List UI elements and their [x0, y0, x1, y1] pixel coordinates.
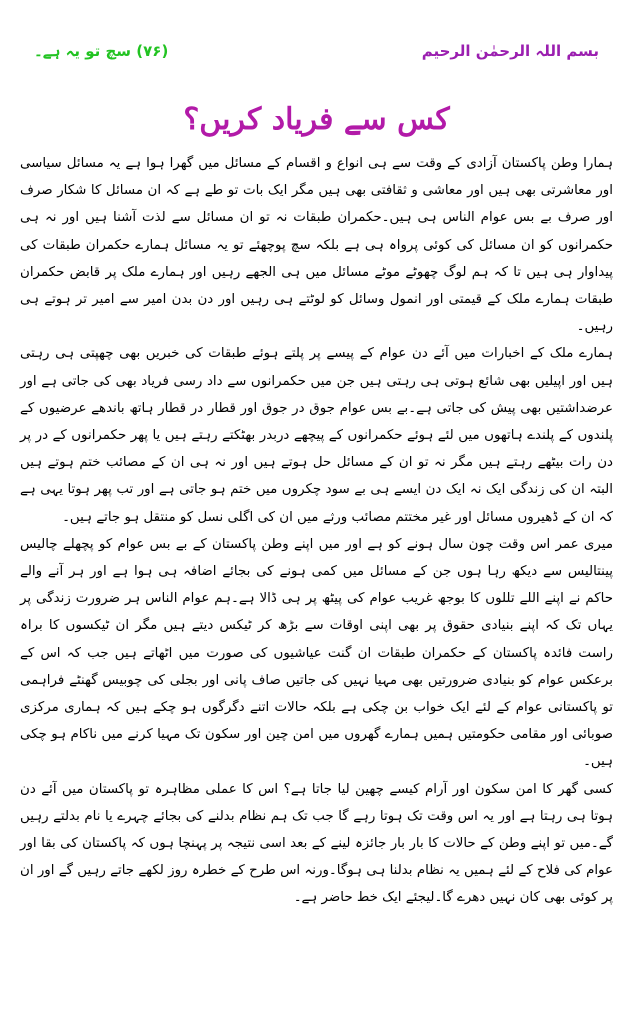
- page-header: [34, 34, 599, 68]
- bismillah: بسم اللہ الرحمٰن الرحیم: [421, 42, 599, 60]
- article-title: کس سے فریاد کریں؟: [183, 102, 450, 137]
- page-reference: (۷۶) سچ تو یہ ہے۔: [34, 42, 169, 60]
- paragraph: ہمارا وطن پاکستان آزادی کے وقت سے ہی انواع و اقسام کے مسائل میں گھرا ہوا ہے یہ مسائل سیاسی اور معاشرتی بھی ہیں اور معاشی و ثقافتی بھی ہیں مگر ایک بات تو طے ہے کہ ان مسائل کا شکار صرف اور صرف بے بس عوام الناس ہی ہیں۔حکمران طبقات نہ تو ان مسائل سے لذت آشنا ہیں اور نہ ہی حکمرانوں کو ان مسائل کی کوئی پرواہ ہی ہے بلکہ سچ پوچھئے تو یہ مسائل ہمارے حکمران طبقات کی پیداوار ہی ہیں تا کہ ہم لوگ چھوٹے موٹے مسائل میں ہی الجھے رہیں اور ہمارے ملک پر قابض حکمران طبقات ہمارے ملک کے قیمتی اور انمول وسائل کو لوٹتے ہی رہیں اور دن بدن امیر سے امیر تر ہوتے ہی رہیں۔: [20, 156, 613, 335]
- paragraph: میری عمر اس وقت چون سال ہونے کو ہے اور میں اپنے وطن پاکستان کے بے بس عوام کو پچھلے چالیس پینتالیس سے دیکھ رہا ہوں جن کے مسائل میں کمی ہونے کی بجائے اضافہ ہی ہوا ہے اور ہر آنے والے حاکم نے اپنے اللے تللوں کا بوجھ غریب عوام کی پیٹھ پر ہی ڈالا ہے۔ہم عوام الناس ہر ضرورت زندگی پر یہاں تک کہ اپنے بنیادی حقوق پر بھی اپنی اوقات سے بڑھ کر ٹیکس دیتے ہیں مگر ان ٹیکسوں کا براہ راست فائدہ پاکستان کے حکمران طبقات ان گنت عیاشیوں کی صورت میں اٹھاتے ہیں جب کہ اس کے برعکس عوام کو بنیادی ضرورتیں بھی مہیا نہیں کی جاتیں صاف پانی اور بجلی کی چوبیس گھنٹے فراہمی تو پاکستانی عوام کے لئے ایک خواب بن چکی ہے بلکہ حالات اتنے دگرگوں ہو چکے ہیں کہ ہماری مرکزی صوبائی اور مقامی حکومتیں ہمیں ہمارے گھروں میں امن چین اور سکون تک مہیا کرنے میں ناکام ہو چکی ہیں۔: [20, 536, 613, 770]
- article-body: [20, 150, 613, 1023]
- paragraph: ہمارے ملک کے اخبارات میں آئے دن عوام کے پیسے پر پلتے ہوئے طبقات کی خبریں بھی چھپتی ہی رہتی ہیں اور اپیلیں بھی شائع ہوتی ہی رہتی ہیں جن میں حکمرانوں سے داد رسی فریاد بھی کی جاتی ہے اور عرضداشتیں بھی پیش کی جاتی ہے۔بے بس عوام جوق در جوق اور قطار در قطار ہاتھ باندھے عرضیوں کے پلندوں کے پلندے ہاتھوں میں لئے ہوئے حکمرانوں کے پیچھے دربدر بھٹکتے رہتے ہیں یا پھر حکمرانوں کے در پر دن رات بیٹھے رہتے ہیں مگر نہ تو ان کے مسائل حل ہوتے ہیں اور نہ ہی ان کے مصائب ختم ہوتے ہیں البتہ ان کی زندگی ایک نہ ایک دن ایسے ہی بے سود چکروں میں ختم ہو جاتی ہے اور تب پھر ہوتا یہی ہے کہ ان کے ڈھیروں مسائل اور غیر مختتم مصائب ورثے میں ان کی اگلی نسل کو منتقل ہو جاتے ہیں۔: [20, 346, 613, 525]
- paragraph: کسی گھر کا امن سکون اور آرام کیسے چھین لیا جاتا ہے؟ اس کا عملی مظاہرہ تو پاکستان میں آئے دن ہوتا ہی رہتا ہے اور یہ اس وقت تک ہوتا رہے گا جب تک ہم نظام بدلنے کی بجائے چہرے یا نام بدلتے رہیں گے۔میں تو اپنے وطن کے حالات کا بار بار جائزہ لینے کے بعد اسی نتیجہ پر پہنچا ہوں کہ پاکستان کی بقا اور عوام کی فلاح کے لئے ہمیں یہ نظام بدلنا ہی ہوگا۔ورنہ اس طرح کے خطرہ روز لکھے جاتے رہیں گے اور ان پر کوئی بھی کان نہیں دھرے گا۔لیجئے ایک خط حاضر ہے۔: [20, 781, 613, 906]
